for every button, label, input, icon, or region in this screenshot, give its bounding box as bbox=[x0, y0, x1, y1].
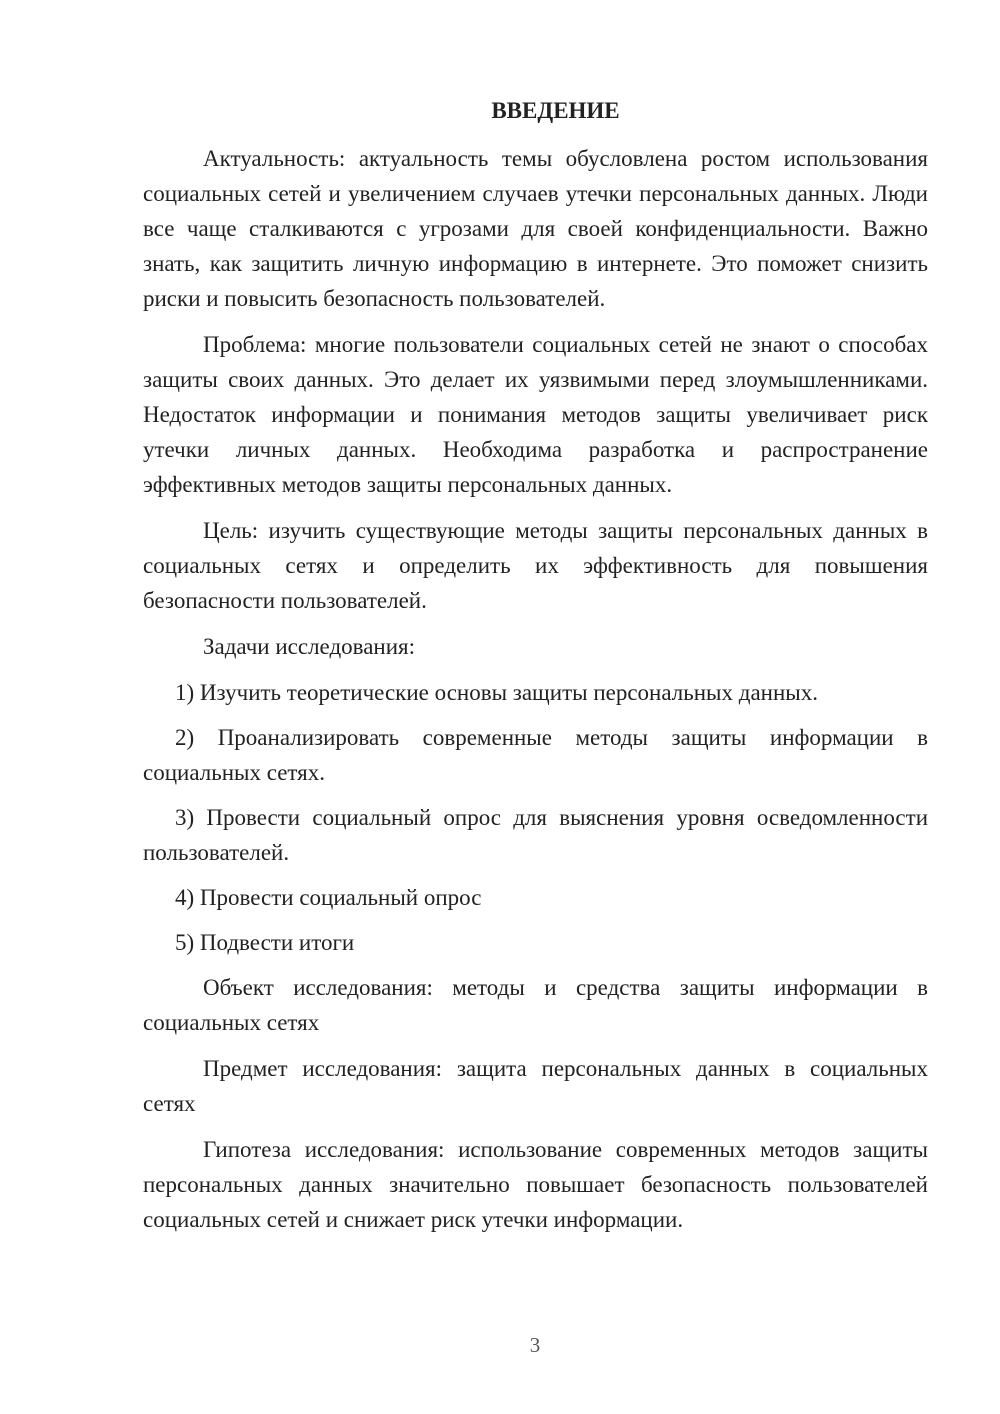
task-item-4: 4) Провести социальный опрос bbox=[175, 885, 482, 910]
paragraph-tasks-heading: Задачи исследования: bbox=[203, 634, 416, 659]
paragraph-hypothesis: Гипотеза исследования: использование современных методов защиты персональных данных значительно повышает безопасность пользователей социальных сетей и снижает риск утечки информации. bbox=[143, 1137, 928, 1232]
task-item-2: 2) Проанализировать современные методы защиты информации в социальных сетях. bbox=[143, 725, 928, 785]
task-item-3: 3) Провести социальный опрос для выяснения уровня осведомленности пользователей. bbox=[143, 805, 928, 865]
paragraph-subject: Предмет исследования: защита персональных данных в социальных сетях bbox=[143, 1056, 928, 1116]
paragraph-relevance: Актуальность: актуальность темы обусловлена ростом использования социальных сетей и увеличением случаев утечки персональных данных. Люди все чаще сталкиваются с угрозами для своей конфиденциальности. Важно знать, как защитить личную информацию в интернете. Это поможет снизить риски и повысить безопасность пользователей. bbox=[143, 146, 928, 311]
page-number: 3 bbox=[529, 1333, 541, 1357]
task-item-5: 5) Подвести итоги bbox=[175, 930, 355, 955]
page-title: ВВЕДЕНИЕ bbox=[491, 98, 620, 123]
paragraph-object: Объект исследования: методы и средства защиты информации в социальных сетях bbox=[143, 975, 928, 1035]
paragraph-problem: Проблема: многие пользователи социальных сетей не знают о способах защиты своих данных. Это делает их уязвимыми перед злоумышленниками. Недостаток информации и понимания методов защиты увеличивает риск утечки личных данных. Необходима разработка и распространение эффективных методов защиты персональных данных. bbox=[143, 332, 928, 497]
task-item-1: 1) Изучить теоретические основы защиты персональных данных. bbox=[175, 680, 818, 705]
document-body bbox=[143, 93, 928, 1248]
task-list bbox=[143, 675, 928, 960]
paragraph-goal: Цель: изучить существующие методы защиты персональных данных в социальных сетях и определить их эффективность для повышения безопасности пользователей. bbox=[143, 518, 928, 613]
